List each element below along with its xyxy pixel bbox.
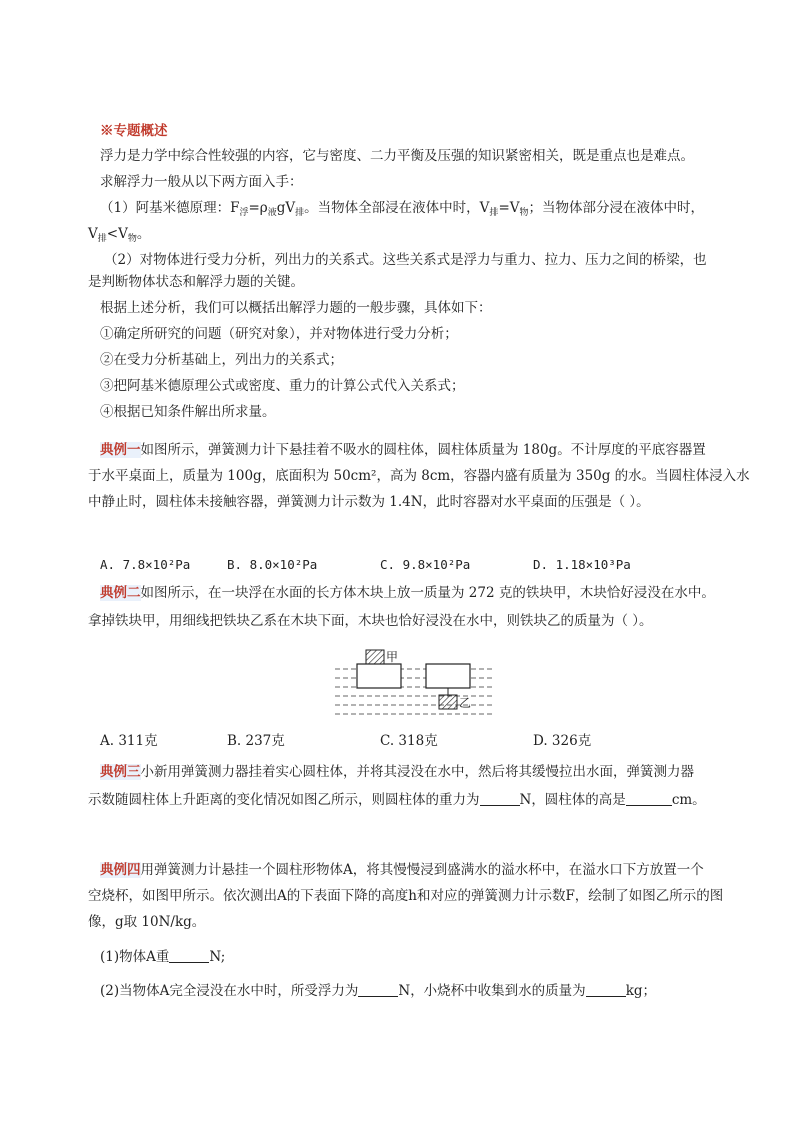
example-1-line-3: 中静止时，圆柱体未接触容器，弹簧测力计示数为 1.4N，此时容器对水平桌面的压强是（ ）。	[88, 494, 650, 510]
text-fragment: gV	[276, 200, 296, 216]
text-fragment: N，圆柱体的高是	[519, 792, 626, 808]
text-fragment: 示数随圆柱体上升距离的变化情况如图乙所示，则圆柱体的重力为	[88, 792, 480, 808]
example-3-label: 典例三	[100, 764, 141, 780]
step-item: ①确定所研究的问题（研究对象），并对物体进行受力分析；	[100, 326, 458, 342]
example-1-choice-a: A. 7.8×10²Pa	[100, 557, 191, 572]
iron-block-yi	[439, 695, 457, 709]
step-item: ②在受力分析基础上，列出力的关系式；	[100, 352, 343, 368]
step-item: ④根据已知条件解出所求量。	[100, 404, 276, 420]
text-fragment: <V	[106, 226, 128, 242]
text-fragment: =V	[498, 200, 520, 216]
archimedes-principle-line-cont	[88, 224, 150, 249]
force-analysis-line-2: 是判断物体状态和解浮力题的关键。	[88, 274, 304, 290]
example-3-line-1	[100, 762, 694, 782]
text-fragment: 。当物体全部浸在液体中时，V	[304, 200, 490, 216]
example-4-question-2	[100, 981, 656, 1001]
example-4-line-1	[100, 860, 704, 880]
subscript: 物	[519, 208, 529, 218]
text-fragment: ；当物体部分浸在液体中时，	[528, 200, 705, 216]
text-fragment: 如图所示，弹簧测力计下悬挂着不吸水的圆柱体，圆柱体质量为 180g。不计厚度的平底容器置	[140, 442, 706, 458]
example-4-line-3: 像，g取 10N/kg。	[88, 914, 206, 930]
text-fragment: （1）阿基米德原理：F	[100, 200, 240, 216]
example-4-label: 典例四	[100, 862, 141, 878]
example-4-question-1	[100, 947, 225, 967]
example-4-line-2: 空烧杯，如图甲所示。依次测出A的下表面下降的高度h和对应的弹簧测力计示数F，绘制了如图乙所示的图	[88, 888, 724, 904]
wood-block-left	[357, 664, 401, 688]
label-yi: 乙	[459, 696, 472, 710]
floating-block-figure	[335, 646, 495, 718]
text-fragment: N，小烧杯中收集到水的质量为	[398, 983, 586, 999]
answer-blank-buoyancy[interactable]	[358, 982, 398, 997]
answer-blank-weight[interactable]	[480, 791, 520, 806]
wood-block-right	[426, 664, 470, 688]
example-2-label: 典例二	[100, 585, 141, 601]
text-fragment: cm。	[671, 792, 706, 808]
example-1-choice-b: B. 8.0×10²Pa	[227, 557, 318, 572]
text-fragment: 。	[136, 226, 151, 242]
text-fragment: kg；	[625, 983, 657, 999]
example-1-label: 典例一	[100, 442, 141, 458]
example-1-choice-d: D. 1.18×10³Pa	[533, 557, 631, 572]
example-2-line-1	[100, 583, 715, 603]
text-fragment: (2)当物体A完全浸没在水中时，所受浮力为	[100, 983, 359, 999]
answer-blank-object-weight[interactable]	[169, 948, 209, 963]
subscript: 浮	[239, 208, 249, 218]
example-3-line-2	[88, 790, 706, 810]
example-2-choice-c: C. 318克	[380, 733, 438, 749]
intro-paragraph-1: 浮力是力学中综合性较强的内容，它与密度、二力平衡及压强的知识紧密相关，既是重点也是难点。	[100, 148, 694, 164]
subscript: 液	[267, 208, 277, 218]
subscript: 排	[489, 208, 499, 218]
example-2-choice-a: A. 311克	[100, 733, 158, 749]
answer-blank-height[interactable]	[626, 791, 672, 806]
intro-paragraph-2: 求解浮力一般从以下两方面入手：	[100, 174, 303, 190]
text-fragment: N;	[209, 949, 226, 965]
step-item: ③把阿基米德原理公式或密度、重力的计算公式代入关系式；	[100, 378, 465, 394]
text-fragment: 小新用弹簧测力器挂着实心圆柱体，并将其浸没在水中，然后将其缓慢拉出水面，弹簧测力器	[140, 764, 694, 780]
text-fragment: V	[88, 226, 98, 242]
text-fragment: (1)物体A重	[100, 949, 170, 965]
example-1-line-2: 于水平桌面上，质量为 100g，底面积为 50cm²，高为 8cm，容器内盛有质量为 350g 的水。当圆柱体浸入水	[88, 468, 750, 484]
label-jia: 甲	[386, 650, 399, 664]
example-1-line-1	[100, 440, 706, 460]
example-1-choice-c: C. 9.8×10²Pa	[380, 557, 471, 572]
example-2-line-2: 拿掉铁块甲，用细线把铁块乙系在木块下面，木块也恰好浸没在水中，则铁块乙的质量为（ ）。	[88, 613, 653, 629]
section-title: ※专题概述	[100, 123, 168, 139]
subscript: 排	[295, 208, 305, 218]
text-fragment: 用弹簧测力计悬挂一个圆柱形物体A，将其慢慢浸到盛满水的溢水杯中，在溢水口下方放置一个	[140, 862, 704, 878]
archimedes-principle-line	[100, 198, 704, 223]
answer-blank-water-mass[interactable]	[586, 982, 626, 997]
text-fragment: =ρ	[248, 200, 268, 216]
subscript: 物	[127, 234, 137, 244]
subscript: 排	[97, 234, 107, 244]
iron-block-jia	[366, 650, 384, 664]
steps-intro: 根据上述分析，我们可以概括出解浮力题的一般步骤，具体如下：	[100, 300, 492, 316]
example-2-choice-d: D. 326克	[533, 733, 592, 749]
force-analysis-line-1: （2）对物体进行受力分析，列出力的关系式。这些关系式是浮力与重力、拉力、压力之间的桥梁，也	[104, 252, 707, 268]
text-fragment: 如图所示，在一块浮在水面的长方体木块上放一质量为 272 克的铁块甲，木块恰好浸没在水中。	[140, 585, 715, 601]
example-2-choice-b: B. 237克	[227, 733, 285, 749]
